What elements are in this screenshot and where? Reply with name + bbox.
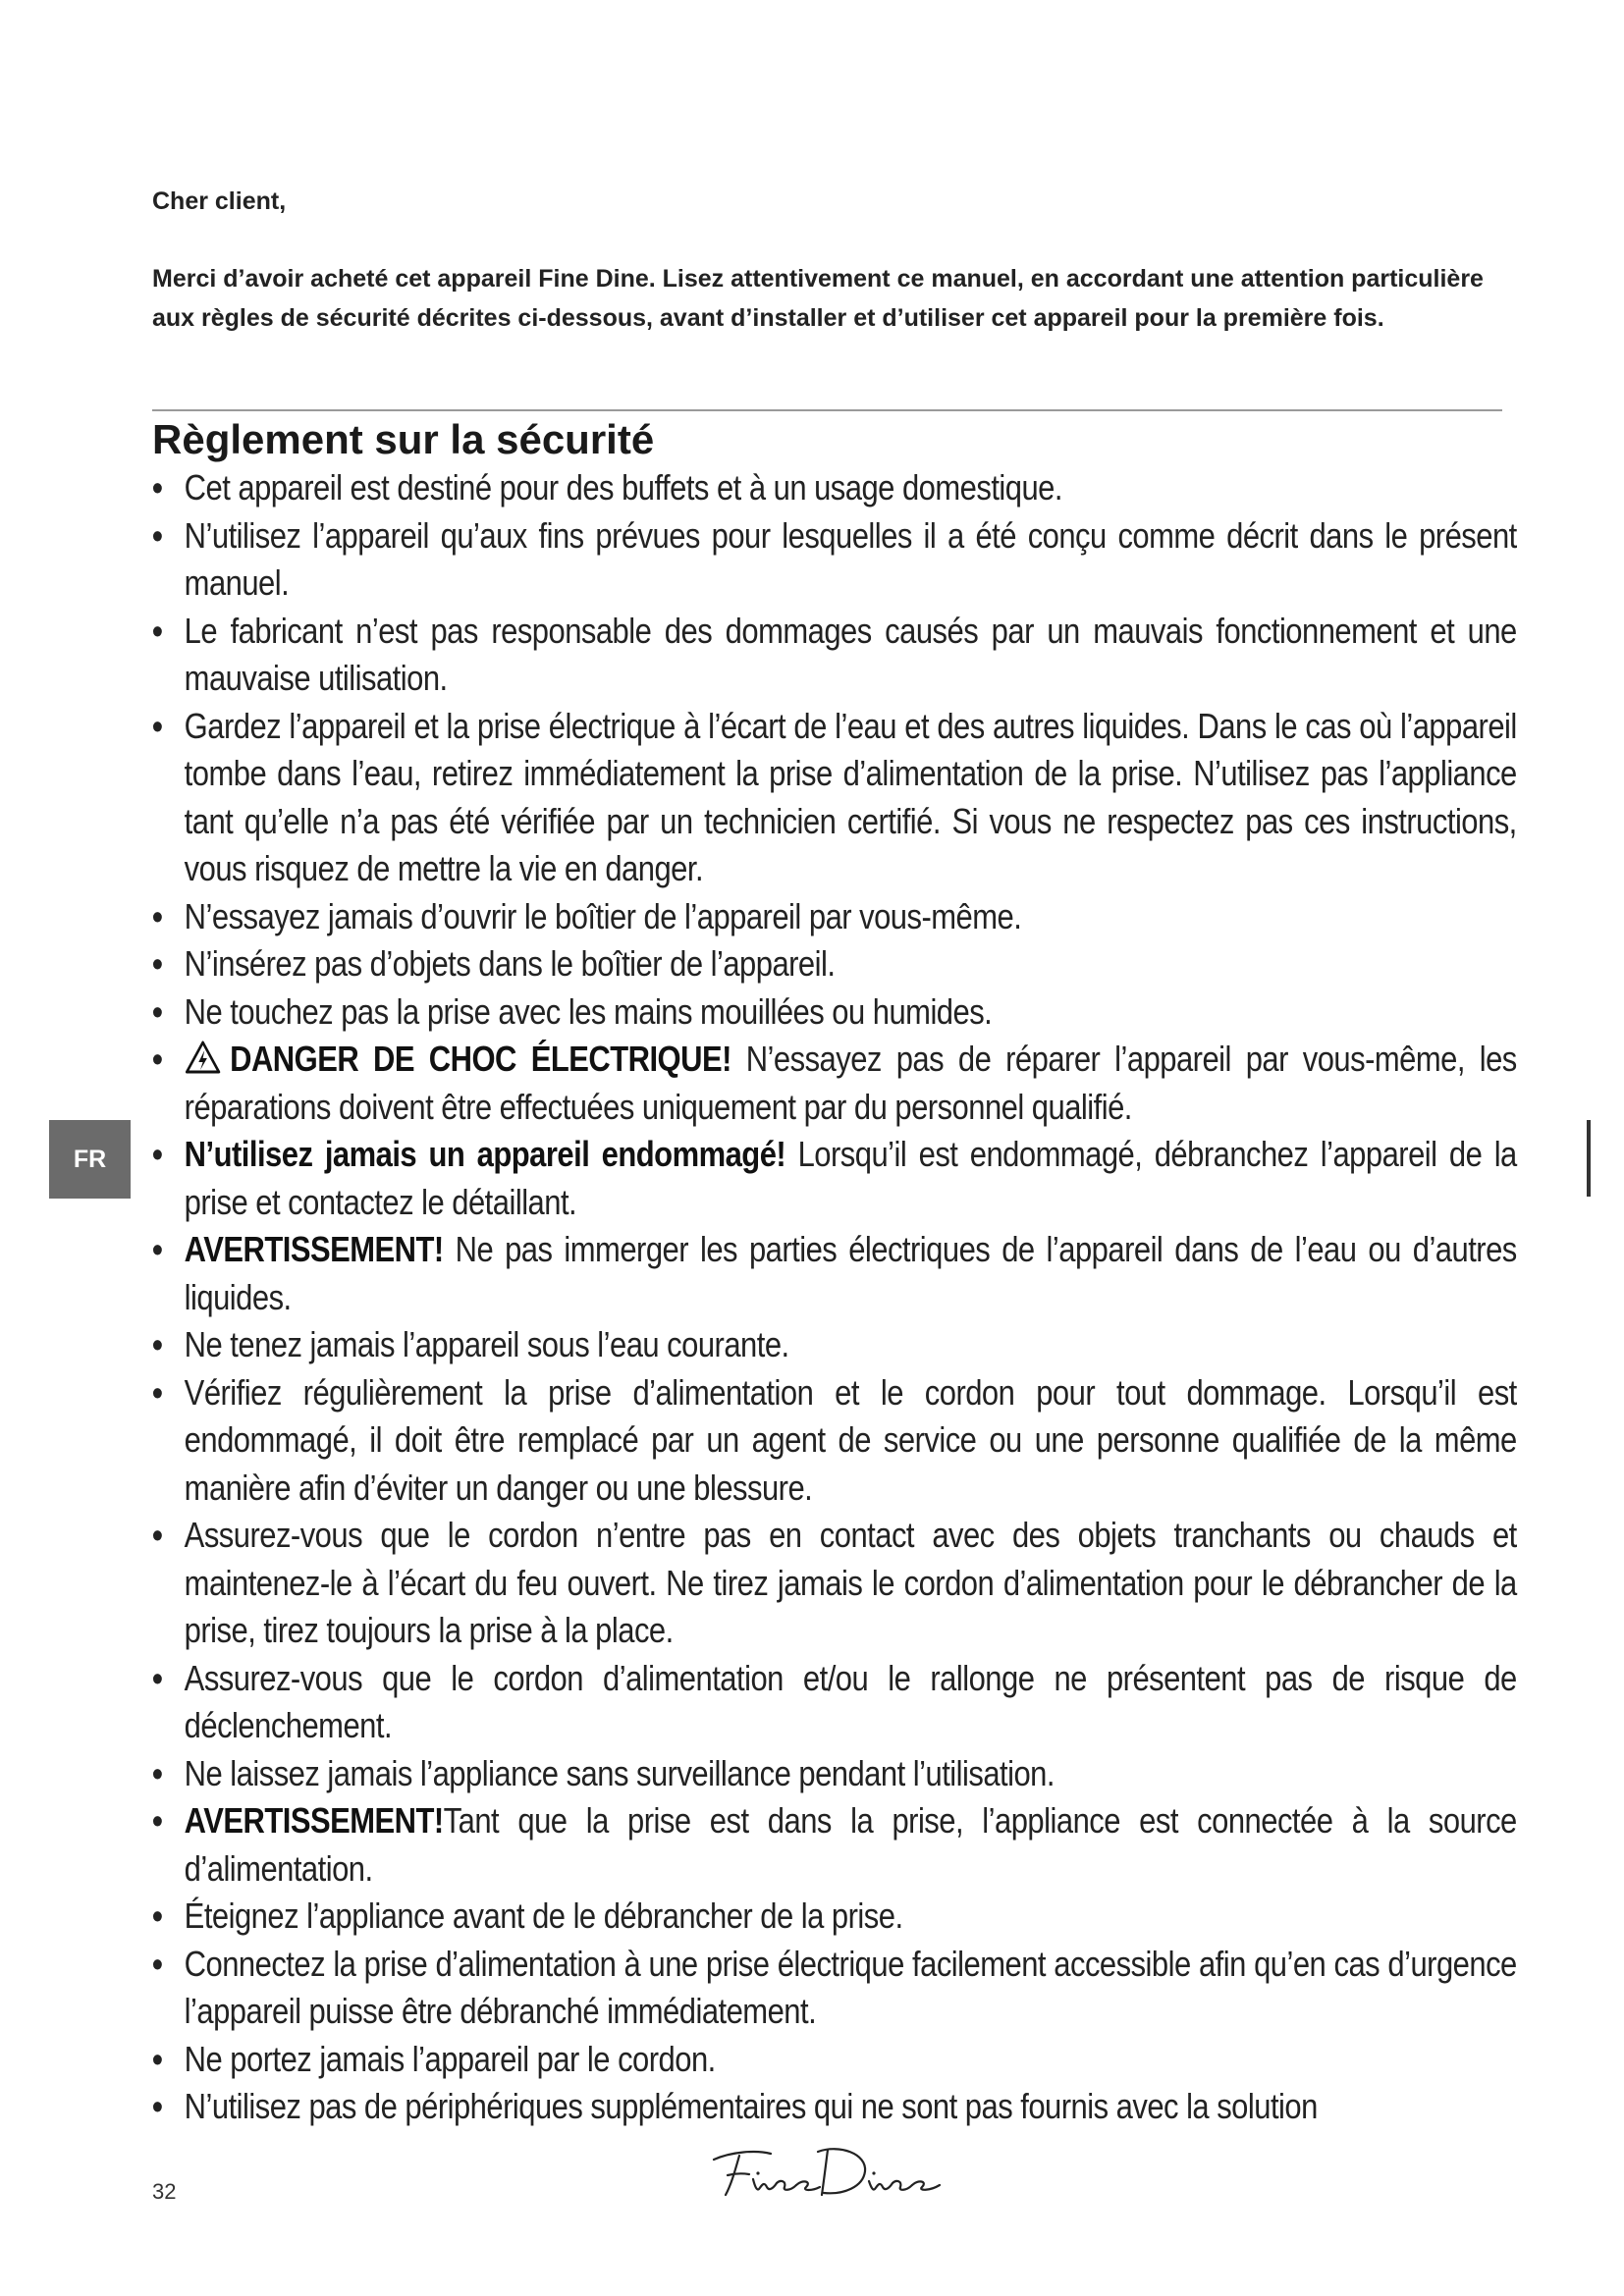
list-item: • N’essayez jamais d’ouvrir le boîtier de l’appareil par vous-même. <box>152 893 1517 941</box>
list-item: • Assurez-vous que le cordon n’entre pas en contact avec des objets tranchants ou chauds et maintenez-le à l’écart du feu ouvert. Ne tirez jamais le cordon d’alimentation pour le débrancher de la prise, tirez toujours la prise à la place. <box>152 1512 1517 1655</box>
list-item: • Ne touchez pas la prise avec les mains mouillées ou humides. <box>152 988 1517 1037</box>
fine-dine-logo <box>702 2130 947 2209</box>
intro-paragraph: Merci d’avoir acheté cet appareil Fine Dine. Lisez attentivement ce manuel, en accordant une attention particulière aux règles de sécurité décrites ci-dessous, avant d’installer et d’utiliser cet appareil pour la première fois. <box>152 265 1484 332</box>
list-item: • N’insérez pas d’objets dans le boîtier de l’appareil. <box>152 940 1517 988</box>
list-item: • AVERTISSEMENT! Ne pas immerger les parties électriques de l’appareil dans de l’eau ou d’autres liquides. <box>152 1226 1517 1321</box>
page-number: 32 <box>152 2179 177 2204</box>
section-title: Règlement sur la sécurité <box>152 416 655 462</box>
warning-label: AVERTISSEMENT! <box>184 1229 444 1269</box>
warning-label: N’utilisez jamais un appareil endommagé! <box>184 1134 786 1174</box>
list-item: • DANGER DE CHOC ÉLECTRIQUE! N’essayez pas de réparer l’appareil par vous-même, les réparations doivent être effectuées uniquement par du personnel qualifié. <box>152 1036 1517 1131</box>
list-item: • N’utilisez pas de périphériques supplémentaires qui ne sont pas fournis avec la solution <box>152 2083 1517 2131</box>
warning-label: AVERTISSEMENT! <box>184 1800 444 1841</box>
greeting: Cher client, <box>152 187 287 215</box>
list-item: • Ne portez jamais l’appareil par le cordon. <box>152 2036 1517 2084</box>
list-item: • N’utilisez l’appareil qu’aux fins prévues pour lesquelles il a été conçu comme décrit dans le présent manuel. <box>152 512 1517 608</box>
list-item: • Connectez la prise d’alimentation à une prise électrique facilement accessible afin qu’en cas d’urgence l’appareil puisse être débranché immédiatement. <box>152 1941 1517 2036</box>
list-item: • Ne laissez jamais l’appliance sans surveillance pendant l’utilisation. <box>152 1750 1517 1798</box>
danger-label: DANGER DE CHOC ÉLECTRIQUE! <box>230 1039 731 1079</box>
list-item: • Le fabricant n’est pas responsable des dommages causés par un mauvais fonctionnement et une mauvaise utilisation. <box>152 608 1517 703</box>
list-item: • Éteignez l’appliance avant de le débrancher de la prise. <box>152 1893 1517 1941</box>
safety-rules-list <box>152 464 1517 2131</box>
list-item: • AVERTISSEMENT!Tant que la prise est dans la prise, l’appliance est connectée à la source d’alimentation. <box>152 1797 1517 1893</box>
list-item: • Cet appareil est destiné pour des buffets et à un usage domestique. <box>152 464 1517 512</box>
section-divider <box>152 409 1502 411</box>
list-item: • Gardez l’appareil et la prise électrique à l’écart de l’eau et des autres liquides. Dans le cas où l’appareil tombe dans l’eau, retirez immédiatement la prise d’alimentation de la prise. N’utilisez pas l’appliance tant qu’elle n’a pas été vérifiée par un technicien certifié. Si vous ne respectez pas ces instructions, vous risquez de mettre la vie en danger. <box>152 703 1517 893</box>
electric-warning-icon <box>185 1040 222 1075</box>
list-item: • Vérifiez régulièrement la prise d’alimentation et le cordon pour tout dommage. Lorsqu’il est endommagé, il doit être remplacé par un agent de service ou une personne qualifiée de la même manière afin d’éviter un danger ou une blessure. <box>152 1369 1517 1513</box>
list-item: • N’utilisez jamais un appareil endommagé! Lorsqu’il est endommagé, débranchez l’appareil de la prise et contactez le détaillant. <box>152 1131 1517 1226</box>
list-item: • Assurez-vous que le cordon d’alimentation et/ou le rallonge ne présentent pas de risque de déclenchement. <box>152 1655 1517 1750</box>
list-item: • Ne tenez jamais l’appareil sous l’eau courante. <box>152 1321 1517 1369</box>
margin-marker <box>1587 1120 1591 1197</box>
language-tab: FR <box>49 1120 131 1199</box>
